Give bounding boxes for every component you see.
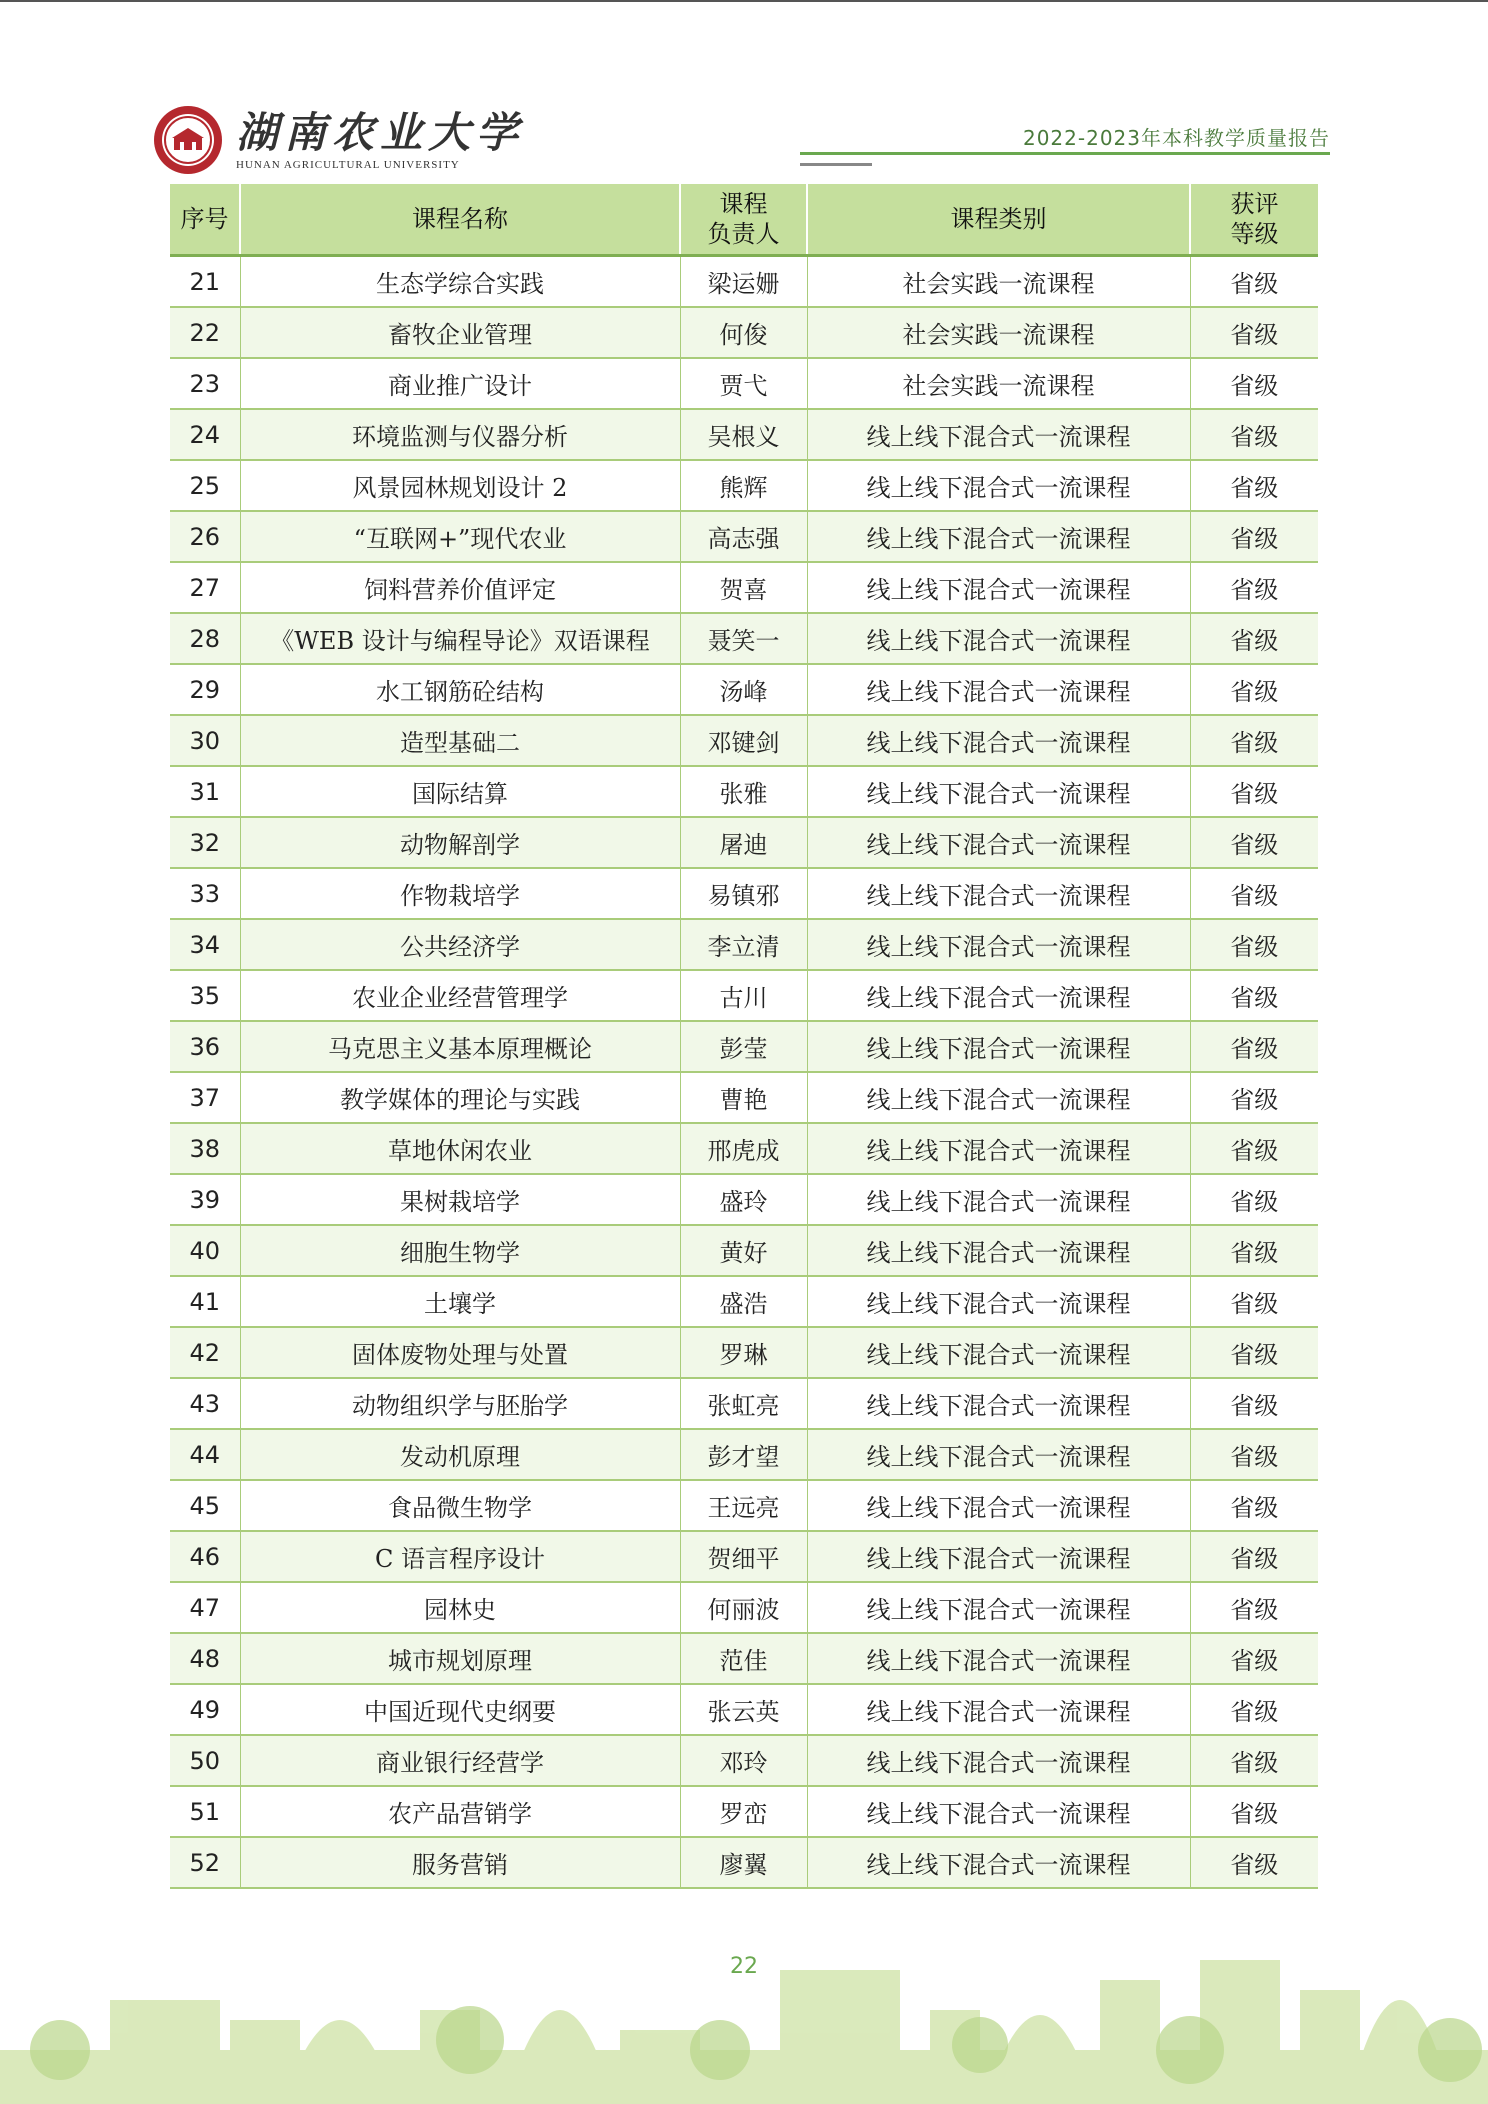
cell-category: 线上线下混合式一流课程: [807, 1429, 1190, 1480]
cell-index: 22: [170, 307, 240, 358]
cell-level: 省级: [1190, 1174, 1318, 1225]
cell-course-name: 公共经济学: [240, 919, 680, 970]
cell-lead: 黄好: [680, 1225, 807, 1276]
header-rule: [800, 152, 1330, 155]
cell-course-name: 饲料营养价值评定: [240, 562, 680, 613]
cell-level: 省级: [1190, 1633, 1318, 1684]
cell-category: 社会实践一流课程: [807, 358, 1190, 409]
table-row: [170, 664, 1318, 715]
table-row: [170, 307, 1318, 358]
cell-index: 52: [170, 1837, 240, 1888]
cell-lead: 王远亮: [680, 1480, 807, 1531]
cell-course-name: “互联网+”现代农业: [240, 511, 680, 562]
cell-category: 线上线下混合式一流课程: [807, 1123, 1190, 1174]
cell-lead: 曹艳: [680, 1072, 807, 1123]
cell-lead: 屠迪: [680, 817, 807, 868]
cell-category: 线上线下混合式一流课程: [807, 1480, 1190, 1531]
cell-lead: 张雅: [680, 766, 807, 817]
cell-category: 线上线下混合式一流课程: [807, 511, 1190, 562]
cell-index: 27: [170, 562, 240, 613]
cell-level: 省级: [1190, 1582, 1318, 1633]
table-row: [170, 256, 1318, 308]
cell-course-name: 固体废物处理与处置: [240, 1327, 680, 1378]
cell-level: 省级: [1190, 1225, 1318, 1276]
cell-index: 28: [170, 613, 240, 664]
cell-course-name: 商业银行经营学: [240, 1735, 680, 1786]
cell-course-name: 城市规划原理: [240, 1633, 680, 1684]
cell-lead: 易镇邪: [680, 868, 807, 919]
cell-category: 线上线下混合式一流课程: [807, 460, 1190, 511]
table-row: [170, 1735, 1318, 1786]
cell-index: 25: [170, 460, 240, 511]
cell-level: 省级: [1190, 1123, 1318, 1174]
cell-level: 省级: [1190, 868, 1318, 919]
cell-category: 社会实践一流课程: [807, 256, 1190, 308]
cell-level: 省级: [1190, 1021, 1318, 1072]
table-row: [170, 1327, 1318, 1378]
cell-index: 46: [170, 1531, 240, 1582]
university-name-en: HUNAN AGRICULTURAL UNIVERSITY: [236, 159, 460, 171]
table-row: [170, 1531, 1318, 1582]
cell-course-name: C 语言程序设计: [240, 1531, 680, 1582]
cell-level: 省级: [1190, 511, 1318, 562]
cell-level: 省级: [1190, 1531, 1318, 1582]
cell-category: 线上线下混合式一流课程: [807, 1684, 1190, 1735]
cell-category: 线上线下混合式一流课程: [807, 664, 1190, 715]
cell-lead: 彭才望: [680, 1429, 807, 1480]
table-row: [170, 562, 1318, 613]
cell-category: 线上线下混合式一流课程: [807, 1633, 1190, 1684]
table-row: [170, 1480, 1318, 1531]
cell-lead: 贺喜: [680, 562, 807, 613]
table-row: [170, 460, 1318, 511]
cell-index: 39: [170, 1174, 240, 1225]
cell-course-name: 服务营销: [240, 1837, 680, 1888]
cell-index: 24: [170, 409, 240, 460]
cell-level: 省级: [1190, 1072, 1318, 1123]
table-row: [170, 1633, 1318, 1684]
table-row: [170, 1429, 1318, 1480]
cell-course-name: 动物组织学与胚胎学: [240, 1378, 680, 1429]
table-row: [170, 868, 1318, 919]
cell-course-name: 作物栽培学: [240, 868, 680, 919]
table-row: [170, 1021, 1318, 1072]
cell-index: 41: [170, 1276, 240, 1327]
university-logo: [152, 104, 524, 176]
cell-lead: 邓玲: [680, 1735, 807, 1786]
cell-lead: 梁运姗: [680, 256, 807, 308]
cell-course-name: 食品微生物学: [240, 1480, 680, 1531]
table-row: [170, 1837, 1318, 1888]
cell-lead: 罗琳: [680, 1327, 807, 1378]
table-row: [170, 1174, 1318, 1225]
cell-index: 33: [170, 868, 240, 919]
cell-level: 省级: [1190, 817, 1318, 868]
cell-level: 省级: [1190, 1429, 1318, 1480]
cell-category: 线上线下混合式一流课程: [807, 1837, 1190, 1888]
cell-course-name: 农业企业经营管理学: [240, 970, 680, 1021]
cell-category: 线上线下混合式一流课程: [807, 562, 1190, 613]
table-row: [170, 1276, 1318, 1327]
cell-level: 省级: [1190, 307, 1318, 358]
cell-index: 35: [170, 970, 240, 1021]
cell-lead: 彭莹: [680, 1021, 807, 1072]
cell-index: 32: [170, 817, 240, 868]
cell-lead: 贺细平: [680, 1531, 807, 1582]
cell-level: 省级: [1190, 1786, 1318, 1837]
table-row: [170, 409, 1318, 460]
cell-index: 23: [170, 358, 240, 409]
table-row: [170, 1072, 1318, 1123]
cell-lead: 李立清: [680, 919, 807, 970]
cell-course-name: 农产品营销学: [240, 1786, 680, 1837]
cell-level: 省级: [1190, 256, 1318, 308]
cell-category: 线上线下混合式一流课程: [807, 919, 1190, 970]
cell-lead: 罗峦: [680, 1786, 807, 1837]
cell-level: 省级: [1190, 766, 1318, 817]
cell-level: 省级: [1190, 1684, 1318, 1735]
cell-index: 30: [170, 715, 240, 766]
cell-course-name: 造型基础二: [240, 715, 680, 766]
cell-course-name: 细胞生物学: [240, 1225, 680, 1276]
cell-index: 45: [170, 1480, 240, 1531]
university-seal-icon: [152, 104, 224, 176]
cell-level: 省级: [1190, 1480, 1318, 1531]
cell-course-name: 动物解剖学: [240, 817, 680, 868]
cell-index: 43: [170, 1378, 240, 1429]
cell-lead: 熊辉: [680, 460, 807, 511]
cell-lead: 廖翼: [680, 1837, 807, 1888]
col-header-index: 序号: [170, 184, 240, 256]
cell-category: 线上线下混合式一流课程: [807, 1582, 1190, 1633]
cell-level: 省级: [1190, 919, 1318, 970]
cell-index: 42: [170, 1327, 240, 1378]
cell-course-name: 水工钢筋砼结构: [240, 664, 680, 715]
table-row: [170, 1684, 1318, 1735]
cell-category: 线上线下混合式一流课程: [807, 1021, 1190, 1072]
cell-course-name: 土壤学: [240, 1276, 680, 1327]
cell-level: 省级: [1190, 358, 1318, 409]
cell-index: 49: [170, 1684, 240, 1735]
cell-level: 省级: [1190, 409, 1318, 460]
table-row: [170, 766, 1318, 817]
cell-level: 省级: [1190, 715, 1318, 766]
col-header-category: 课程类别: [807, 184, 1190, 256]
cell-category: 线上线下混合式一流课程: [807, 970, 1190, 1021]
course-table: [170, 184, 1318, 1889]
table-row: [170, 1582, 1318, 1633]
cell-course-name: 商业推广设计: [240, 358, 680, 409]
table-row: [170, 970, 1318, 1021]
cell-course-name: 风景园林规划设计 2: [240, 460, 680, 511]
cell-index: 26: [170, 511, 240, 562]
table-row: [170, 358, 1318, 409]
cell-course-name: 《WEB 设计与编程导论》双语课程: [240, 613, 680, 664]
table-row: [170, 1123, 1318, 1174]
cell-course-name: 教学媒体的理论与实践: [240, 1072, 680, 1123]
cell-lead: 邓键剑: [680, 715, 807, 766]
report-title: 2022-2023年本科教学质量报告: [1022, 126, 1330, 150]
cell-course-name: 草地休闲农业: [240, 1123, 680, 1174]
cell-level: 省级: [1190, 1735, 1318, 1786]
campus-illustration-icon: [0, 1900, 1488, 2104]
cell-course-name: 果树栽培学: [240, 1174, 680, 1225]
cell-index: 51: [170, 1786, 240, 1837]
cell-category: 线上线下混合式一流课程: [807, 1276, 1190, 1327]
cell-lead: 盛浩: [680, 1276, 807, 1327]
cell-category: 线上线下混合式一流课程: [807, 1225, 1190, 1276]
cell-lead: 贾弋: [680, 358, 807, 409]
cell-category: 线上线下混合式一流课程: [807, 1174, 1190, 1225]
col-header-course-name: 课程名称: [240, 184, 680, 256]
cell-index: 34: [170, 919, 240, 970]
cell-course-name: 马克思主义基本原理概论: [240, 1021, 680, 1072]
table-row: [170, 817, 1318, 868]
cell-level: 省级: [1190, 1837, 1318, 1888]
cell-lead: 何丽波: [680, 1582, 807, 1633]
cell-level: 省级: [1190, 1327, 1318, 1378]
table-row: [170, 1225, 1318, 1276]
cell-lead: 高志强: [680, 511, 807, 562]
cell-course-name: 国际结算: [240, 766, 680, 817]
cell-course-name: 环境监测与仪器分析: [240, 409, 680, 460]
cell-category: 线上线下混合式一流课程: [807, 1786, 1190, 1837]
cell-level: 省级: [1190, 562, 1318, 613]
cell-index: 40: [170, 1225, 240, 1276]
cell-index: 29: [170, 664, 240, 715]
table-row: [170, 919, 1318, 970]
table-row: [170, 1378, 1318, 1429]
cell-level: 省级: [1190, 613, 1318, 664]
cell-index: 38: [170, 1123, 240, 1174]
col-header-lead: 课程 负责人: [680, 184, 807, 256]
cell-course-name: 畜牧企业管理: [240, 307, 680, 358]
cell-level: 省级: [1190, 1276, 1318, 1327]
table-row: [170, 715, 1318, 766]
cell-index: 21: [170, 256, 240, 308]
table-row: [170, 511, 1318, 562]
cell-category: 线上线下混合式一流课程: [807, 817, 1190, 868]
university-name-cn: 湖南农业大学: [236, 108, 525, 157]
cell-lead: 范佳: [680, 1633, 807, 1684]
header-rule-short: [800, 163, 872, 166]
cell-level: 省级: [1190, 460, 1318, 511]
table-header-row: [170, 184, 1318, 256]
cell-lead: 汤峰: [680, 664, 807, 715]
cell-index: 47: [170, 1582, 240, 1633]
cell-category: 线上线下混合式一流课程: [807, 1735, 1190, 1786]
table-row: [170, 1786, 1318, 1837]
top-rule: [0, 0, 1488, 2]
cell-index: 44: [170, 1429, 240, 1480]
cell-course-name: 生态学综合实践: [240, 256, 680, 308]
cell-lead: 邢虎成: [680, 1123, 807, 1174]
cell-category: 线上线下混合式一流课程: [807, 1327, 1190, 1378]
cell-course-name: 中国近现代史纲要: [240, 1684, 680, 1735]
cell-index: 50: [170, 1735, 240, 1786]
cell-category: 社会实践一流课程: [807, 307, 1190, 358]
table-row: [170, 613, 1318, 664]
cell-category: 线上线下混合式一流课程: [807, 1531, 1190, 1582]
cell-index: 36: [170, 1021, 240, 1072]
cell-level: 省级: [1190, 1378, 1318, 1429]
cell-category: 线上线下混合式一流课程: [807, 409, 1190, 460]
cell-category: 线上线下混合式一流课程: [807, 766, 1190, 817]
cell-level: 省级: [1190, 970, 1318, 1021]
cell-course-name: 发动机原理: [240, 1429, 680, 1480]
cell-lead: 聂笑一: [680, 613, 807, 664]
cell-lead: 张云英: [680, 1684, 807, 1735]
cell-lead: 张虹亮: [680, 1378, 807, 1429]
col-header-level: 获评 等级: [1190, 184, 1318, 256]
cell-level: 省级: [1190, 664, 1318, 715]
cell-category: 线上线下混合式一流课程: [807, 715, 1190, 766]
cell-index: 48: [170, 1633, 240, 1684]
cell-lead: 何俊: [680, 307, 807, 358]
cell-category: 线上线下混合式一流课程: [807, 1378, 1190, 1429]
cell-course-name: 园林史: [240, 1582, 680, 1633]
cell-category: 线上线下混合式一流课程: [807, 868, 1190, 919]
cell-lead: 古川: [680, 970, 807, 1021]
page-number: 22: [730, 1954, 758, 1979]
cell-category: 线上线下混合式一流课程: [807, 1072, 1190, 1123]
cell-index: 37: [170, 1072, 240, 1123]
cell-category: 线上线下混合式一流课程: [807, 613, 1190, 664]
cell-index: 31: [170, 766, 240, 817]
cell-lead: 吴根义: [680, 409, 807, 460]
cell-lead: 盛玲: [680, 1174, 807, 1225]
